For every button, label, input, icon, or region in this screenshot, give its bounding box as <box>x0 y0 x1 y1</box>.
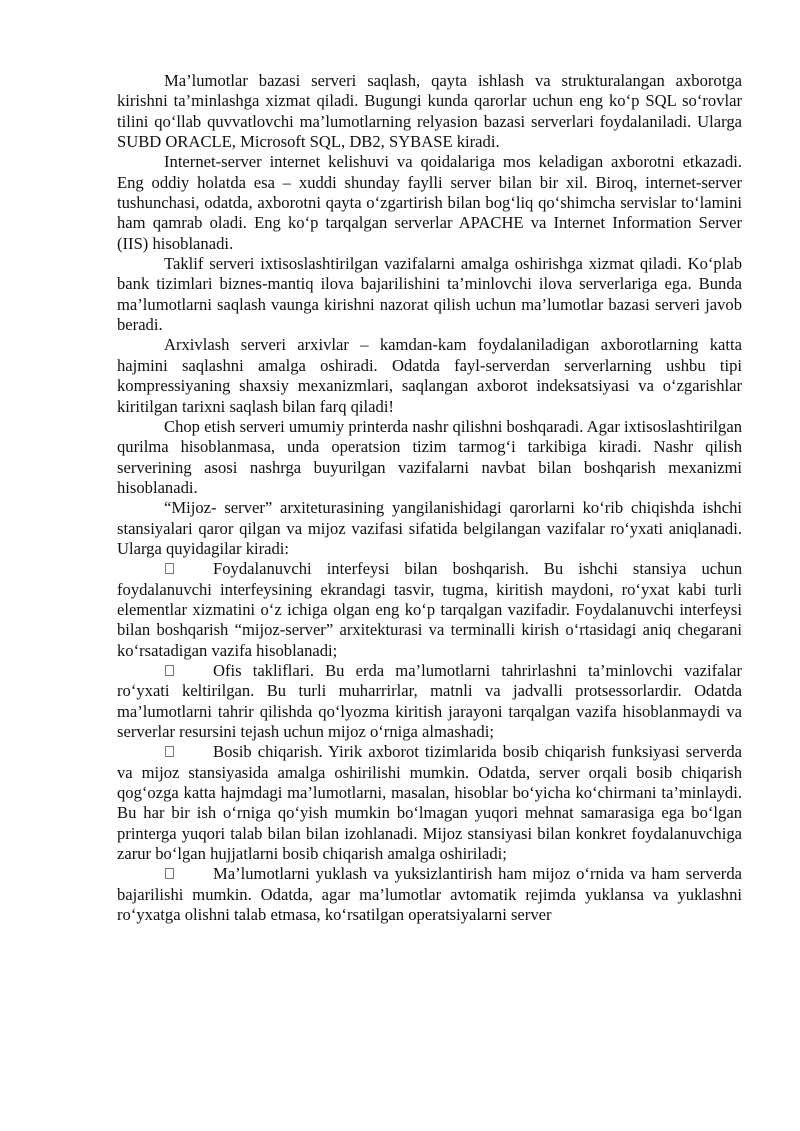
paragraph-internet-server: Internet-server internet kelishuvi va qoidalariga mos keladigan axborotni etkazadi. Eng oddiy holatda esa – xuddi shunday faylli server bilan bir xil. Biroq, internet-server tushunchasi, odatda, axborotni qayta o‘zgartirish bilan bog‘liq qo‘shimcha servislar to‘lamini ham qamrab oladi. Eng ko‘p tarqalgan serverlar APACHE va Internet Information Server (IIS) hisoblanadi. <box>117 152 742 253</box>
paragraph-database-server: Ma’lumotlar bazasi serveri saqlash, qayta ishlash va strukturalangan axborotga kirishni ta’minlashga xizmat qiladi. Bugungi kunda qarorlar uchun eng ko‘p SQL so‘rovlar tilini qo‘llab quvvatlovchi ma’lumotlarning relyasion bazasi serverlari foydalaniladi. Ularga SUBD ORACLE, Microsoft SQL, DB2, SYBASE kiradi. <box>117 71 742 152</box>
paragraph-application-server: Taklif serveri ixtisoslashtirilgan vazifalarni amalga oshirishga xizmat qiladi. Ko‘plab bank tizimlari biznes-mantiq ilova bajarilishini ta’minlovchi ilova serverlariga ega. Bunda ma’lumotlarni saqlash vaunga kirishni nazorat qilish uchun ma’lumotlar bazasi serveri javob beradi. <box>117 254 742 335</box>
list-item-text: Ofis takliflari. Bu erda ma’lumotlarni tahrirlashni ta’minlovchi vazifalar ro‘yxati keltirilgan. Bu turli muharrirlar, matnli va jadvalli protsessorlardir. Odatda ma’lumotlarni tahrir qilishda qo‘lyozma kiritish jarayoni tarqalgan vazifa hisoblanmaydi va serverlar resursini tejash uchun mijoz o‘rniga almashadi; <box>117 660 742 741</box>
list-item-user-interface <box>117 559 742 661</box>
list-item-text: Foydalanuvchi interfeysi bilan boshqarish. Bu ishchi stansiya uchun foydalanuvchi interfeysining ekrandagi tasvir, tugma, kiritish maydoni, ro‘yxat kabi turli elementlar xizmatini o‘z ichiga olgan eng ko‘p tarqalgan vazifadir. Foydalanuvchi interfeysi bilan boshqarish “mijoz-server” arxitekturasi va terminalli kirish o‘rtasidagi aniq chegarani ko‘rsatadigan vazifa hisoblanadi; <box>117 559 742 660</box>
list-item-text: Bosib chiqarish. Yirik axborot tizimlarida bosib chiqarish funksiyasi serverda va mijoz stansiyasida amalga oshirilishi mumkin. Odatda, server orqali bosib chiqarish qog‘ozga katta hajmdagi ma’lumotlarni, masalan, hisoblar bo‘yicha ko‘chirmani ta’minlaydi. Bu har bir ish o‘rniga qo‘yish mumkin bo‘lmagan yuqori mehnat samarasiga ega bo‘lgan printerga yuqori talab bilan bilan izohlanadi. Mijoz stansiyasi bilan konkret foydalanuvchiga zarur bo‘lgan hujjatlarni bosib chiqarish amalga oshiriladi; <box>117 742 742 864</box>
list-item-data-loading <box>117 864 742 925</box>
list-item-printing <box>117 742 742 864</box>
bullet-icon <box>165 868 174 879</box>
document-page <box>117 71 742 925</box>
paragraph-print-server: Chop etish serveri umumiy printerda nashr qilishni boshqaradi. Agar ixtisoslashtirilgan qurilma hisoblanmasa, unda operatsion tizim tarmog‘i tarkibiga kiradi. Nashr qilish serverining asosi nashrga buyurilgan vazifalarni navbat bilan boshqarish mexanizmi hisoblanadi. <box>117 416 742 497</box>
bullet-icon <box>165 746 174 757</box>
paragraph-archive-server: Arxivlash serveri arxivlar – kamdan-kam foydalaniladigan axborotlarning katta hajmini saqlashni amalga oshiradi. Odatda fayl-serverdan serverlarning ushbu tipi kompressiyaning shaxsiy mexanizmlari, saqlangan axborot indeksatsiyasi va o‘zgarishlar kiritilgan tarixni saqlash bilan farq qiladi! <box>117 335 742 416</box>
bullet-icon <box>165 665 174 676</box>
bullet-icon <box>165 563 174 574</box>
list-item-office <box>117 661 742 742</box>
paragraph-client-server: “Mijoz- server” arxiteturasining yangilanishidagi qarorlarni ko‘rib chiqishda ishchi stansiyalari qaror qilgan va mijoz vazifasi sifatida belgilangan vazifalar ro‘yxati aniqlanadi. Ularga quyidagilar kiradi: <box>117 498 742 558</box>
list-item-text: Ma’lumotlarni yuklash va yuksizlantirish ham mijoz o‘rnida va ham serverda bajarilishi mumkin. Odatda, agar ma’lumotlar avtomatik rejimda yuklansa va yuklashni ro‘yxatga olishni talab etmasa, ko‘rsatilgan operatsiyalarni server <box>117 864 742 925</box>
